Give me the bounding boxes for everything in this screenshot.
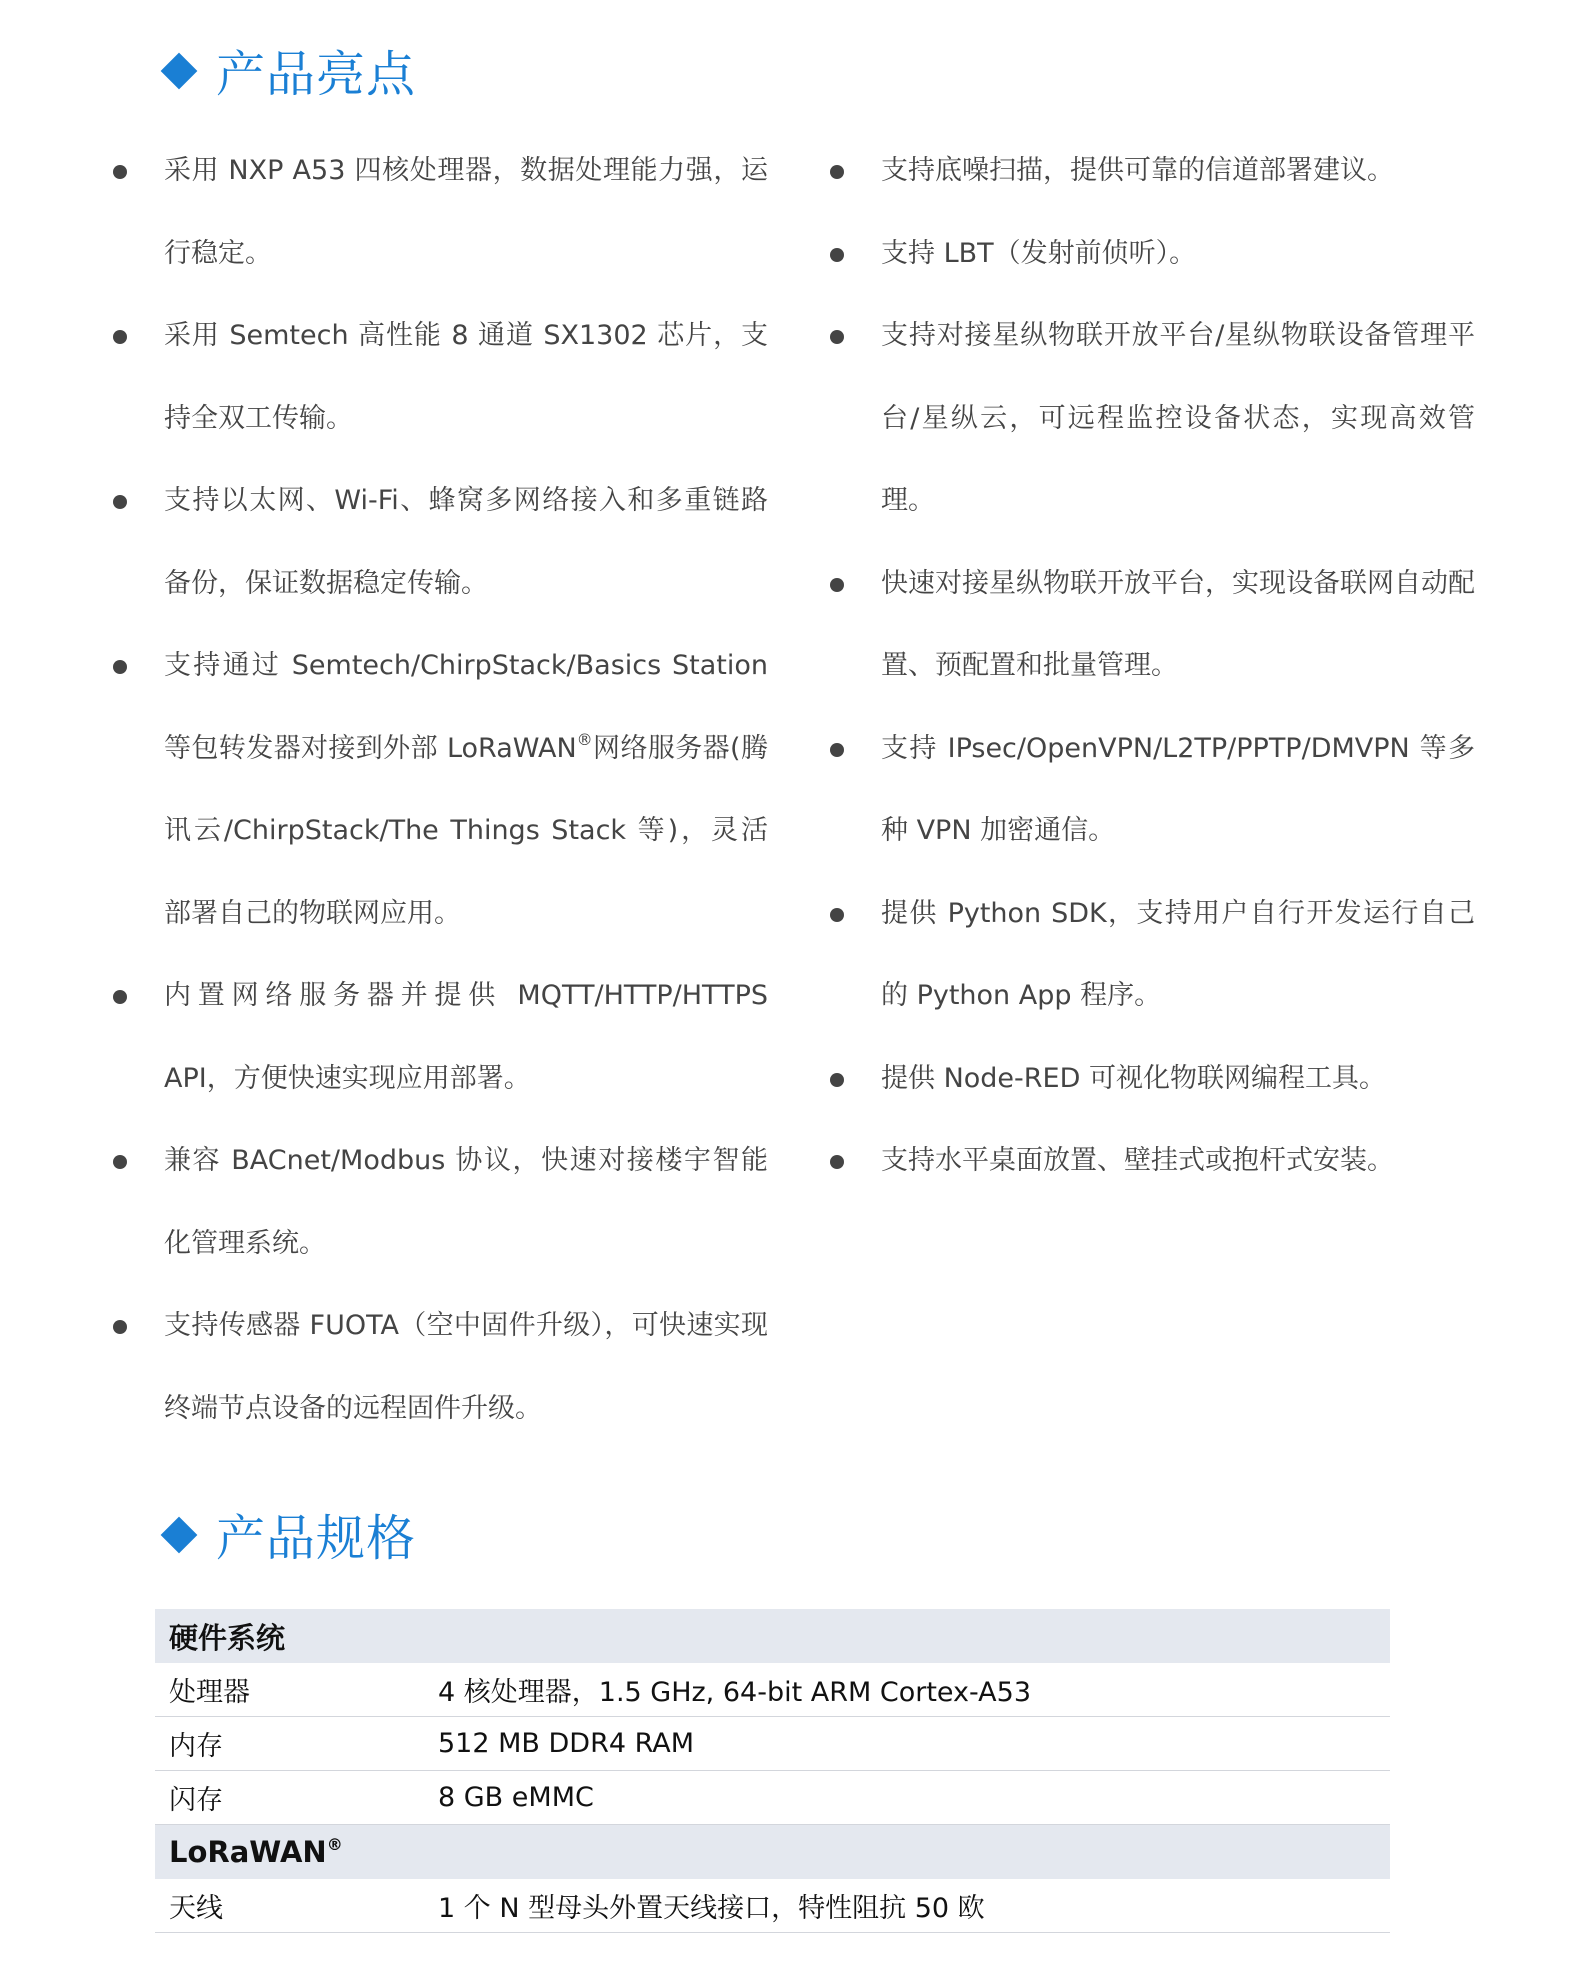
list-item: 兼容 BACnet/Modbus 协议，快速对接楼宇智能化管理系统。 [108, 1120, 768, 1285]
spec-key: 内存 [155, 1717, 424, 1771]
bullet-icon [113, 1320, 127, 1334]
list-item: 支持底噪扫描，提供可靠的信道部署建议。 [825, 130, 1475, 213]
list-item: 提供 Python SDK，支持用户自行开发运行自己的 Python App 程序。 [825, 873, 1475, 1038]
spec-key: 天线 [155, 1879, 424, 1933]
list-item: 支持对接星纵物联开放平台/星纵物联设备管理平台/星纵云，可远程监控设备状态，实现高效管理。 [825, 295, 1475, 543]
bullet-icon [113, 165, 127, 179]
bullet-icon [113, 990, 127, 1004]
list-item: 内置网络服务器并提供 MQTT/HTTP/HTTPS API，方便快速实现应用部署。 [108, 955, 768, 1120]
spec-value: 8 GB eMMC [424, 1771, 1390, 1825]
table-row [155, 1879, 1390, 1933]
spec-group-header [155, 1609, 1390, 1663]
list-item: 支持通过 Semtech/ChirpStack/Basics Station 等包转发器对接到外部 LoRaWAN®网络服务器(腾讯云/ChirpStack/The Things Stack 等)，灵活部署自己的物联网应用。 [108, 625, 768, 955]
bullet-icon [830, 578, 844, 592]
bullet-icon [830, 908, 844, 922]
bullet-icon [830, 165, 844, 179]
list-item: 支持水平桌面放置、壁挂式或抱杆式安装。 [825, 1120, 1475, 1203]
bullet-icon [830, 743, 844, 757]
list-item: 采用 Semtech 高性能 8 通道 SX1302 芯片，支持全双工传输。 [108, 295, 768, 460]
bullet-icon [113, 495, 127, 509]
specs-title: 产品规格 [216, 1510, 417, 1567]
diamond-icon [161, 53, 198, 90]
bullet-icon [830, 330, 844, 344]
bullet-icon [830, 1073, 844, 1087]
list-item: 快速对接星纵物联开放平台，实现设备联网自动配置、预配置和批量管理。 [825, 543, 1475, 708]
highlights-heading [158, 36, 416, 106]
highlights-right-column [825, 130, 1475, 1203]
list-item: 支持传感器 FUOTA（空中固件升级），可快速实现终端节点设备的远程固件升级。 [108, 1285, 768, 1450]
spec-key: 闪存 [155, 1771, 424, 1825]
table-row [155, 1771, 1390, 1825]
list-item: 采用 NXP A53 四核处理器，数据处理能力强，运行稳定。 [108, 130, 768, 295]
spec-group-name: 硬件系统 [155, 1609, 1390, 1663]
specs-heading [158, 1500, 416, 1570]
bullet-icon [830, 248, 844, 262]
spec-table [155, 1609, 1390, 1933]
highlights-left-column [108, 130, 768, 1450]
spec-key: 处理器 [155, 1663, 424, 1717]
diamond-icon [161, 1517, 198, 1554]
bullet-icon [113, 330, 127, 344]
table-row [155, 1717, 1390, 1771]
bullet-icon [830, 1155, 844, 1169]
spec-group-name: LoRaWAN® [155, 1825, 1390, 1880]
list-item: 支持 IPsec/OpenVPN/L2TP/PPTP/DMVPN 等多种 VPN 加密通信。 [825, 708, 1475, 873]
spec-group-header [155, 1825, 1390, 1880]
bullet-icon [113, 1155, 127, 1169]
spec-value: 4 核处理器，1.5 GHz, 64-bit ARM Cortex-A53 [424, 1663, 1390, 1717]
bullet-icon [113, 660, 127, 674]
list-item: 支持 LBT（发射前侦听）。 [825, 213, 1475, 296]
spec-value: 1 个 N 型母头外置天线接口，特性阻抗 50 欧 [424, 1879, 1390, 1933]
highlights-title: 产品亮点 [216, 46, 417, 103]
list-item: 提供 Node-RED 可视化物联网编程工具。 [825, 1038, 1475, 1121]
list-item: 支持以太网、Wi-Fi、蜂窝多网络接入和多重链路备份，保证数据稳定传输。 [108, 460, 768, 625]
table-row [155, 1663, 1390, 1717]
spec-value: 512 MB DDR4 RAM [424, 1717, 1390, 1771]
